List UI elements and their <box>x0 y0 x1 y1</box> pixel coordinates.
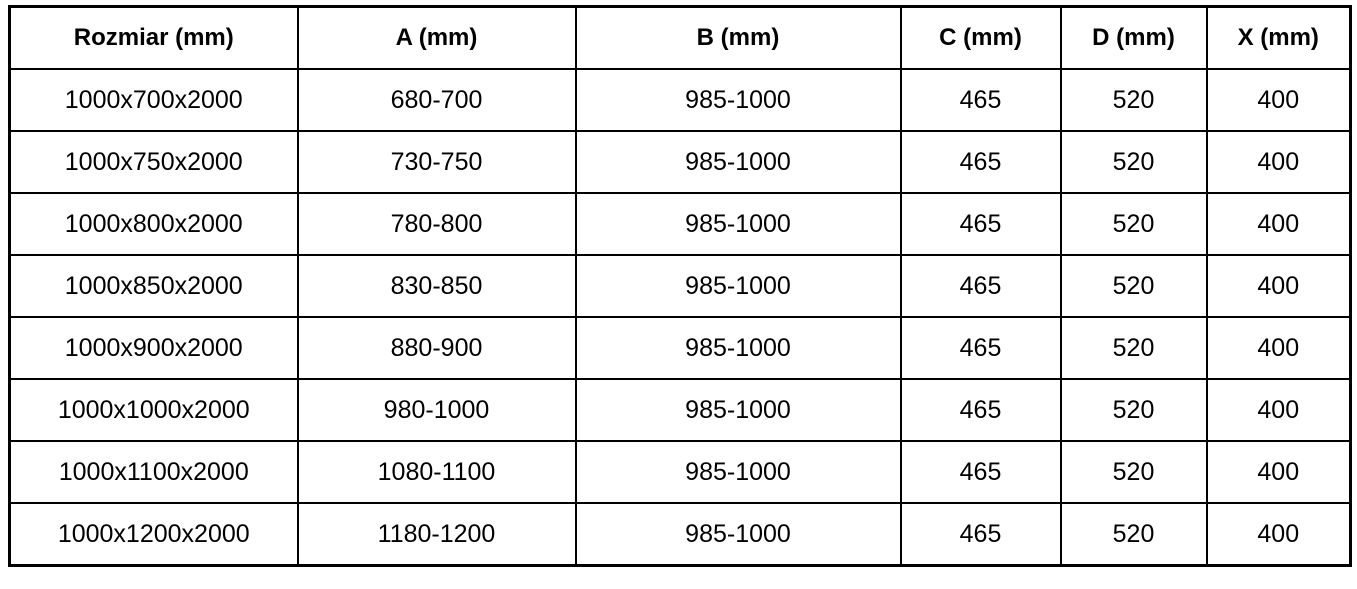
spec-table-body <box>10 69 1351 566</box>
size-spec-table <box>8 5 1352 567</box>
table-row <box>10 131 1351 193</box>
table-cell: 1000x750x2000 <box>10 131 298 193</box>
table-row <box>10 69 1351 131</box>
table-cell: 1000x800x2000 <box>10 193 298 255</box>
table-cell: 1000x700x2000 <box>10 69 298 131</box>
table-row <box>10 503 1351 566</box>
column-header: C (mm) <box>901 7 1061 70</box>
table-cell: 465 <box>901 379 1061 441</box>
table-cell: 520 <box>1061 503 1207 566</box>
table-cell: 1180-1200 <box>298 503 576 566</box>
table-row <box>10 317 1351 379</box>
table-cell: 465 <box>901 255 1061 317</box>
spec-table-head <box>10 7 1351 70</box>
table-cell: 520 <box>1061 255 1207 317</box>
table-cell: 880-900 <box>298 317 576 379</box>
table-row <box>10 441 1351 503</box>
table-cell: 985-1000 <box>576 131 901 193</box>
table-cell: 520 <box>1061 379 1207 441</box>
table-row <box>10 193 1351 255</box>
table-cell: 400 <box>1207 379 1351 441</box>
table-cell: 520 <box>1061 317 1207 379</box>
table-cell: 400 <box>1207 193 1351 255</box>
table-cell: 520 <box>1061 193 1207 255</box>
table-cell: 980-1000 <box>298 379 576 441</box>
table-cell: 1000x1100x2000 <box>10 441 298 503</box>
table-cell: 985-1000 <box>576 255 901 317</box>
table-cell: 985-1000 <box>576 69 901 131</box>
table-cell: 985-1000 <box>576 317 901 379</box>
table-cell: 465 <box>901 131 1061 193</box>
table-cell: 400 <box>1207 441 1351 503</box>
table-row <box>10 379 1351 441</box>
table-cell: 985-1000 <box>576 503 901 566</box>
table-cell: 520 <box>1061 131 1207 193</box>
table-cell: 1000x1000x2000 <box>10 379 298 441</box>
table-cell: 520 <box>1061 69 1207 131</box>
table-cell: 1000x850x2000 <box>10 255 298 317</box>
column-header: B (mm) <box>576 7 901 70</box>
table-cell: 400 <box>1207 131 1351 193</box>
table-cell: 985-1000 <box>576 379 901 441</box>
table-cell: 1000x900x2000 <box>10 317 298 379</box>
table-row <box>10 255 1351 317</box>
table-cell: 1080-1100 <box>298 441 576 503</box>
table-cell: 780-800 <box>298 193 576 255</box>
table-cell: 985-1000 <box>576 441 901 503</box>
column-header: Rozmiar (mm) <box>10 7 298 70</box>
table-cell: 680-700 <box>298 69 576 131</box>
column-header: X (mm) <box>1207 7 1351 70</box>
table-cell: 465 <box>901 441 1061 503</box>
spec-table-header-row <box>10 7 1351 70</box>
table-cell: 830-850 <box>298 255 576 317</box>
size-spec-table-container <box>8 5 1352 567</box>
table-cell: 400 <box>1207 255 1351 317</box>
table-cell: 465 <box>901 69 1061 131</box>
table-cell: 400 <box>1207 69 1351 131</box>
table-cell: 465 <box>901 317 1061 379</box>
column-header: D (mm) <box>1061 7 1207 70</box>
table-cell: 985-1000 <box>576 193 901 255</box>
table-cell: 520 <box>1061 441 1207 503</box>
column-header: A (mm) <box>298 7 576 70</box>
table-cell: 465 <box>901 193 1061 255</box>
table-cell: 400 <box>1207 503 1351 566</box>
table-cell: 465 <box>901 503 1061 566</box>
table-cell: 1000x1200x2000 <box>10 503 298 566</box>
table-cell: 400 <box>1207 317 1351 379</box>
table-cell: 730-750 <box>298 131 576 193</box>
